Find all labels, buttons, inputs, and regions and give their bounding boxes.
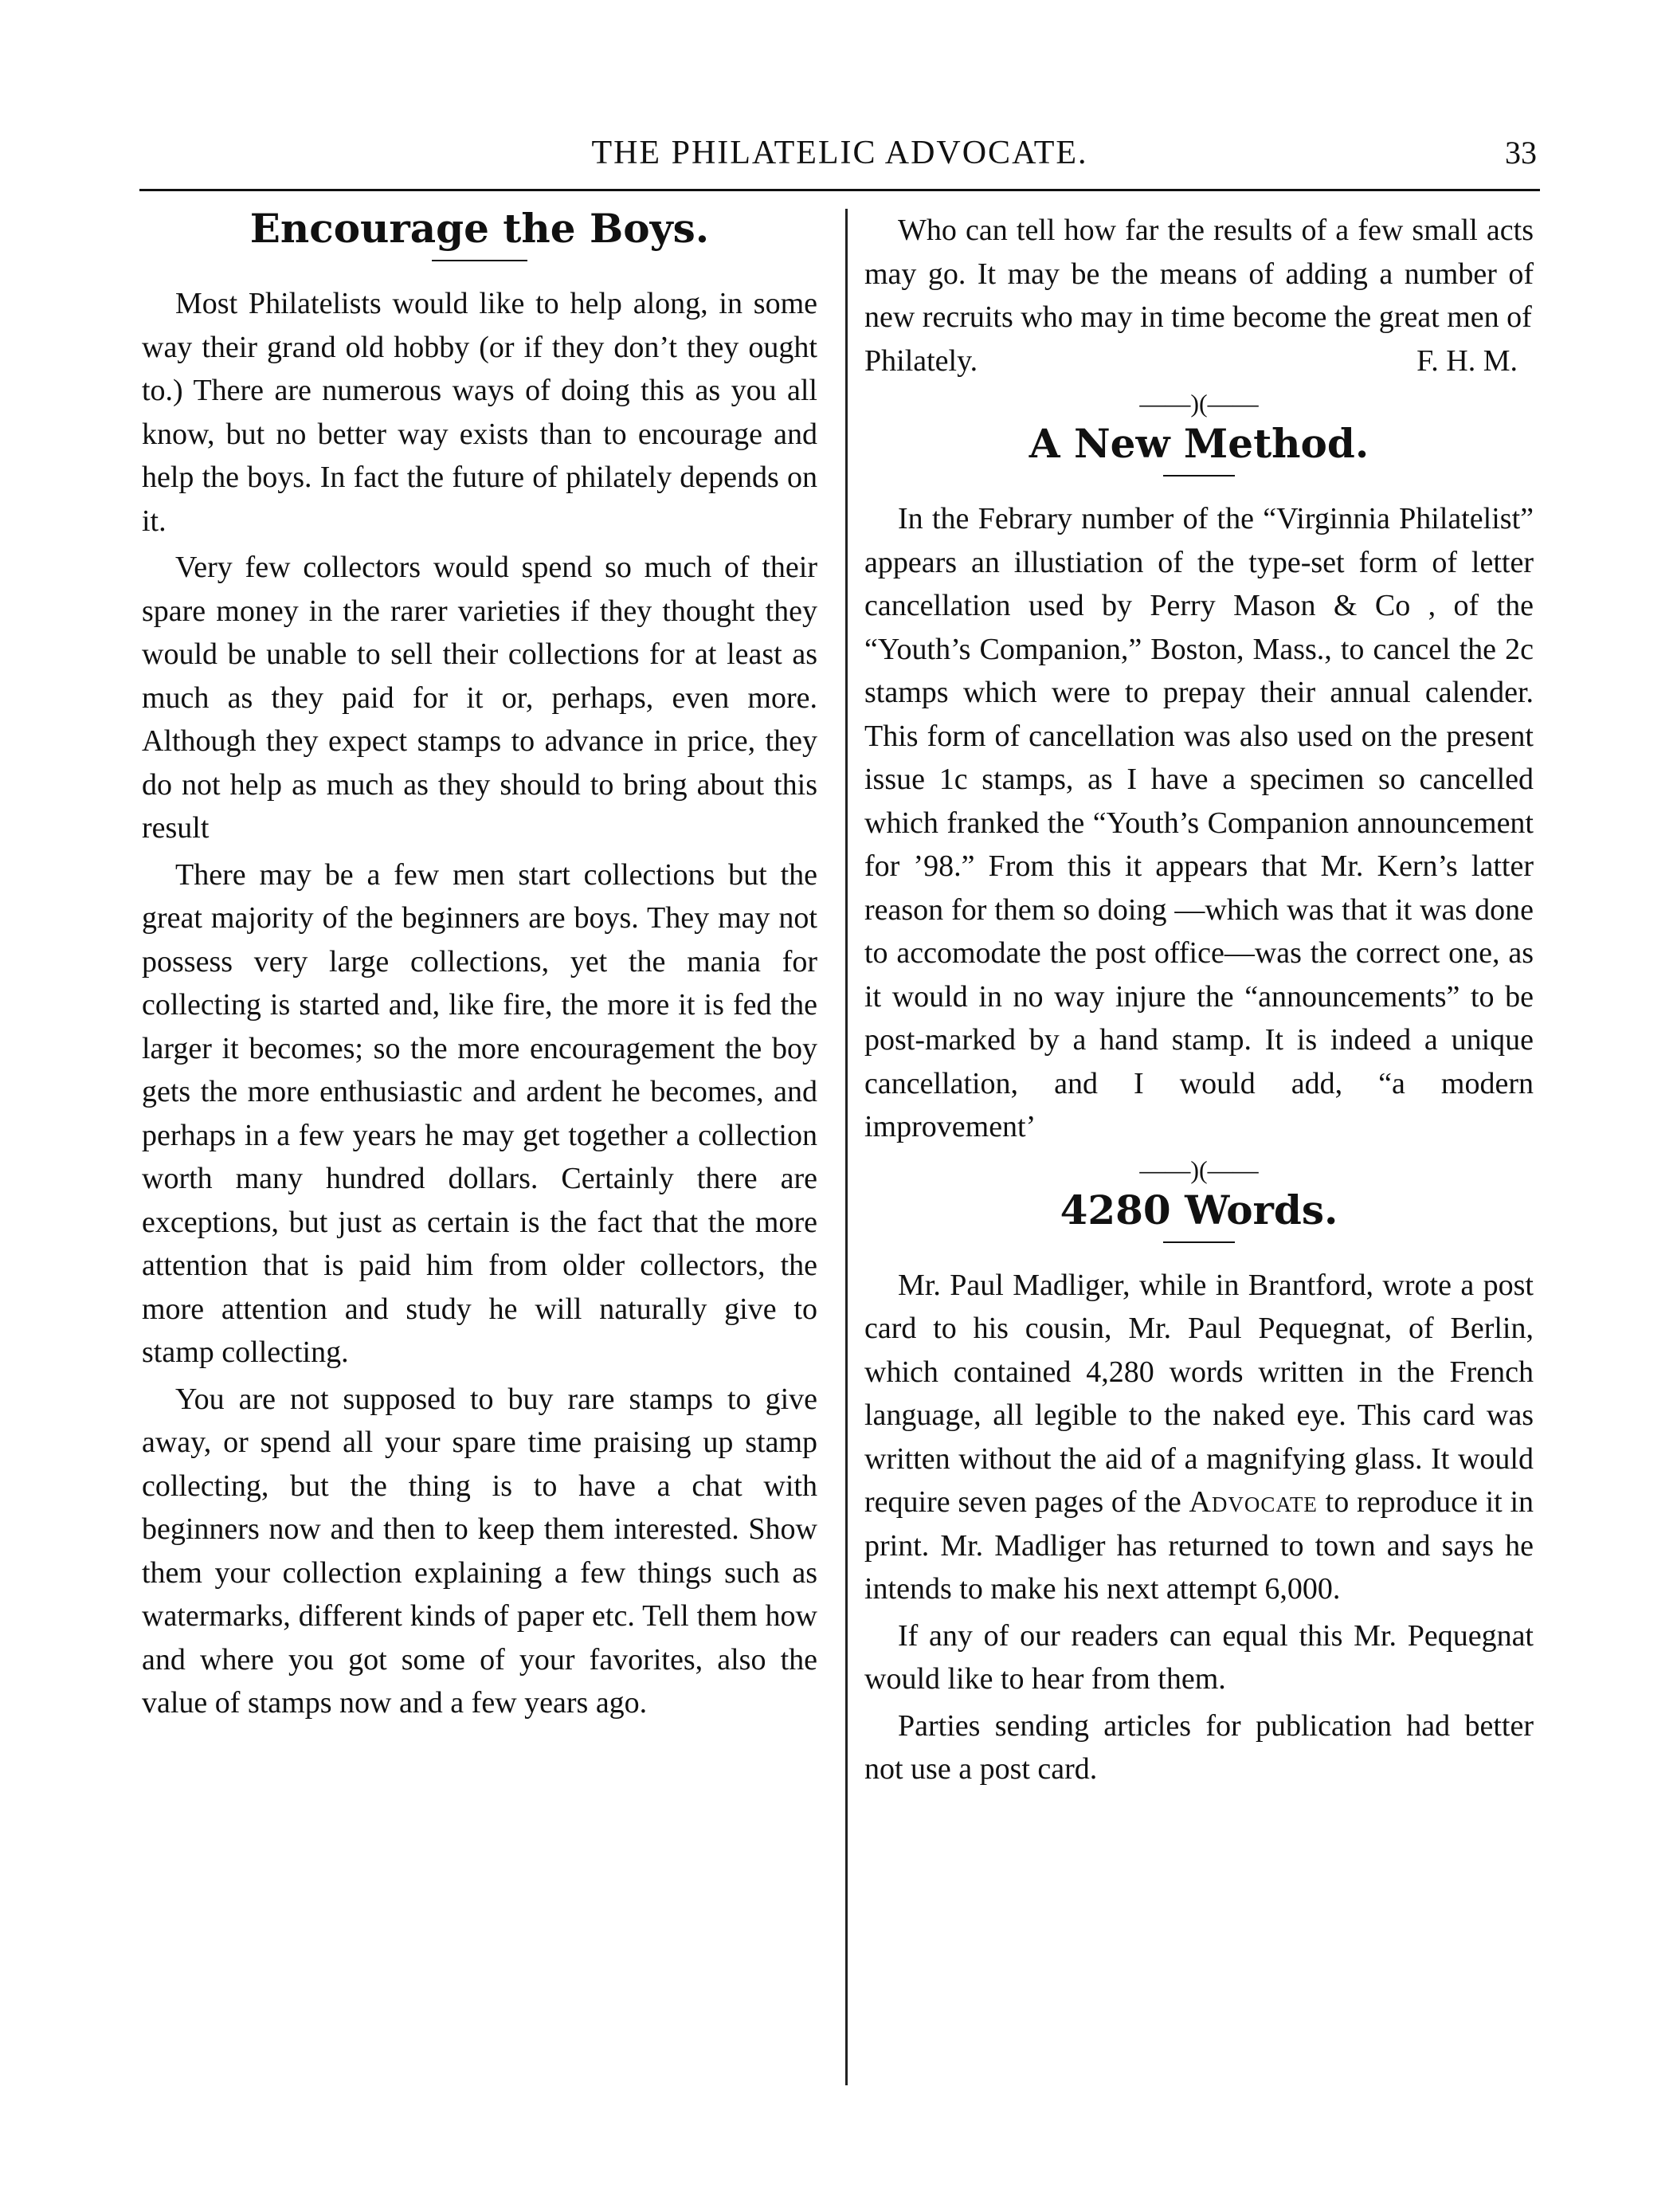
advocate-small-caps: Advocate [1189,1485,1318,1519]
title-rule [1163,475,1235,477]
continued-paragraph: Who can tell how far the results of a few small acts may go. It may be the means of adding a number of new recruits who may in time become the great men of [864,214,1534,334]
right-column [864,209,1534,1791]
article-paragraph: In the Febrary number of the “Virginnia Philatelist” appears an illustiation of the type-set form of letter cancellation used by Perry Mason & Co , of the “Youth’s Companion,” Boston, Mass., to cancel the 2c stamps which were to prepay their annual calender. This form of cancellation was also used on the present issue 1c stamps, as I have a specimen so cancelled which franked the “Youth’s Companion announcement for ’98.” From this it appears that Mr. Kern’s latter reason for them so doing —which was that it was done to accomodate the post office—was the correct one, as it would in no way injure the “announcements” to be post-marked by a hand stamp. It is indeed a unique cancellation, and I would add, “a modern improvement’ [864,502,1534,1143]
article-title-encourage-the-boys: Encourage the Boys. [249,205,710,252]
author-signature: F. H. M. [1416,343,1518,378]
article-paragraph: You are not supposed to buy rare stamps to give away, or spend all your spare time praising up stamp collecting, but the thing is to have a chat with beginners now and then to keep them interested. Show them your collection explaining a few things such as watermarks, different kinds of paper etc. Tell them how and where you got some of your favorites, also the value of stamps now and a few years ago. [142,1382,817,1720]
article-paragraph: There may be a few men start collections but the great majority of the beginners are boys. They may not possess very large collections, yet the mania for collecting is started and, like fire, the more it is fed the larger it becomes; so the more encouragement the boy gets the more enthusiastic and ardent he becomes, and perhaps in a few years he may get together a collection worth many hundred dollars. Certainly there are exceptions, but just as certain is the fact that the more attention that is paid him from older collectors, the more attention and study he will naturally give to stamp collecting. [142,857,817,1369]
article-separator: ——)(—— [1139,389,1259,418]
title-rule [1163,1241,1235,1243]
column-divider [845,209,848,2085]
left-column [142,201,817,1725]
article-paragraph [864,1264,1534,1611]
title-rule [432,260,527,261]
article-paragraph: Very few collectors would spend so much of their spare money in the rarer varieties if they thought they would be unable to sell their collections for at least as much as they paid for it or, perhaps, even more. Although they expect stamps to advance in price, they do not help as much as they should to bring about this result [142,551,817,845]
header-rule [139,189,1540,191]
paragraph-text: to reproduce it in print. Mr. Madliger has returned to town and says he intends to make his next attempt 6,000. [864,1485,1534,1606]
signature-line [864,339,1534,383]
paragraph-text: Mr. Paul Madliger, while in Brantford, wrote a post card to his cousin, Mr. Paul Pequegnat, of Berlin, which contained 4,280 words written in the French language, all legible to the naked eye. This card was written without the aid of a magnifying glass. It would require seven pages of the [864,1268,1534,1519]
article-paragraph: If any of our readers can equal this Mr. Pequegnat would like to hear from them. [864,1618,1534,1696]
running-head [139,134,1540,183]
publication-title: THE PHILATELIC ADVOCATE. [591,135,1088,171]
page-number: 33 [1505,135,1537,171]
article-paragraph: Parties sending articles for publication had better not use a post card. [864,1708,1534,1786]
article-separator: ——)(—— [1139,1155,1259,1184]
article-title-4280-words: 4280 Words. [1060,1186,1338,1233]
article-title-a-new-method: A New Method. [1029,420,1369,467]
continued-last-word: Philately. [864,343,978,378]
article-paragraph: Most Philatelists would like to help along, in some way their grand old hobby (or if they don’t they ought to.) There are numerous ways of doing this as you all know, but no better way exists than to encourage and help the boys. In fact the future of philately depends on it. [142,287,817,538]
